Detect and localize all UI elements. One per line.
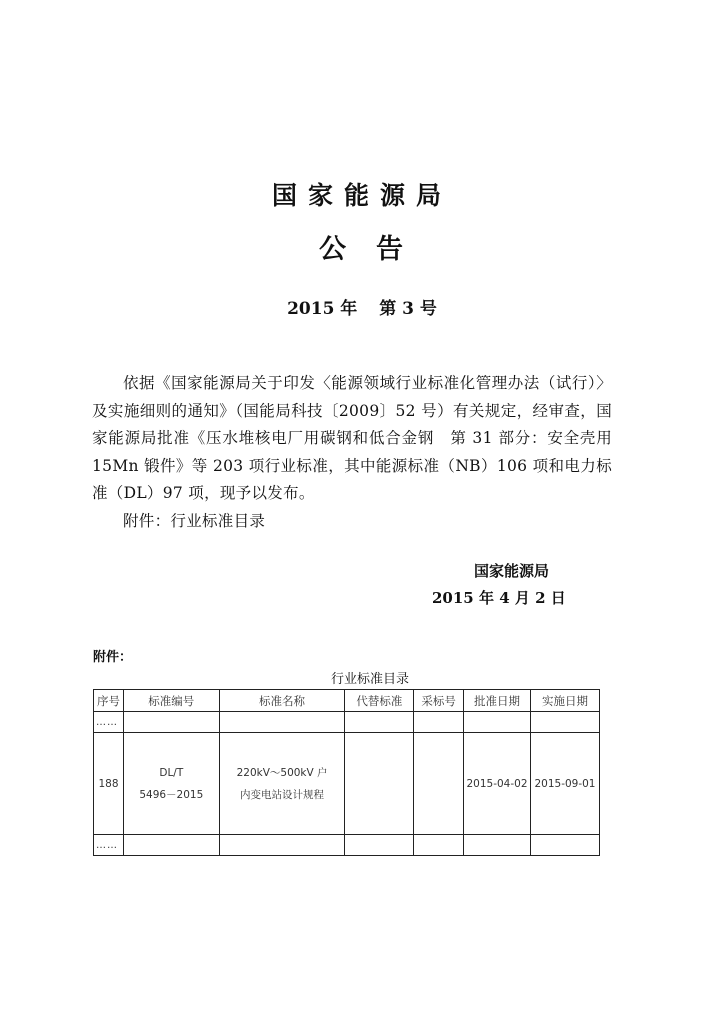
col-header-code: 标准编号: [123, 690, 219, 712]
announcement-body: [92, 370, 612, 535]
document-type: 公告: [319, 234, 433, 265]
issue-no: 第 3 号: [379, 299, 437, 319]
signature-org: 国家能源局: [474, 562, 550, 580]
attachment-reference: 附件：行业标准目录: [123, 511, 266, 530]
row-code: [123, 733, 219, 835]
row-effective: 2015-09-01: [530, 733, 599, 835]
attachment-label: 附件：: [93, 650, 133, 665]
col-header-adopted: 采标号: [414, 690, 464, 712]
table-header-row: [94, 690, 600, 712]
row-adopted: [414, 733, 464, 835]
row-code-line1: DL/T: [159, 766, 184, 779]
announcement-paragraph: 依据《国家能源局关于印发〈能源领域行业标准化管理办法（试行）〉及实施细则的通知》（国能局科技〔2009〕52 号）有关规定，经审查，国家能源局批准《压水堆核电厂用碳钢和低合金钢 第 31 部分：安全壳用 15Mn 锻件》等 203 项行业标准，其中能源标准（NB）106 项和电力标准（DL）97 项，现予以发布。: [92, 374, 612, 502]
table-row-ellipsis-bottom: [94, 835, 600, 856]
standards-catalog-table: [93, 689, 600, 856]
row-name-line2: 内变电站设计规程: [240, 788, 325, 801]
row-index: 188: [94, 733, 124, 835]
col-header-replaces: 代替标准: [345, 690, 414, 712]
col-header-index: 序号: [94, 690, 124, 712]
row-replaces: [345, 733, 414, 835]
ellipsis-cell: ……: [94, 835, 124, 856]
row-name: [219, 733, 345, 835]
ellipsis-cell: ……: [94, 712, 124, 733]
catalog-title: 行业标准目录: [330, 672, 409, 687]
row-code-line2: 5496－2015: [139, 788, 204, 801]
row-approved: 2015-04-02: [464, 733, 531, 835]
table-row-ellipsis-top: [94, 712, 600, 733]
table-row: [94, 733, 600, 835]
col-header-approved: 批准日期: [464, 690, 531, 712]
row-name-line1: 220kV～500kV 户: [236, 766, 328, 779]
issue-number: [0, 294, 724, 319]
signature-date: 2015 年 4 月 2 日: [432, 589, 566, 607]
col-header-name: 标准名称: [219, 690, 345, 712]
col-header-effective: 实施日期: [530, 690, 599, 712]
issue-year: 2015 年: [287, 299, 358, 319]
issuer-title: 国家能源局: [271, 181, 452, 210]
